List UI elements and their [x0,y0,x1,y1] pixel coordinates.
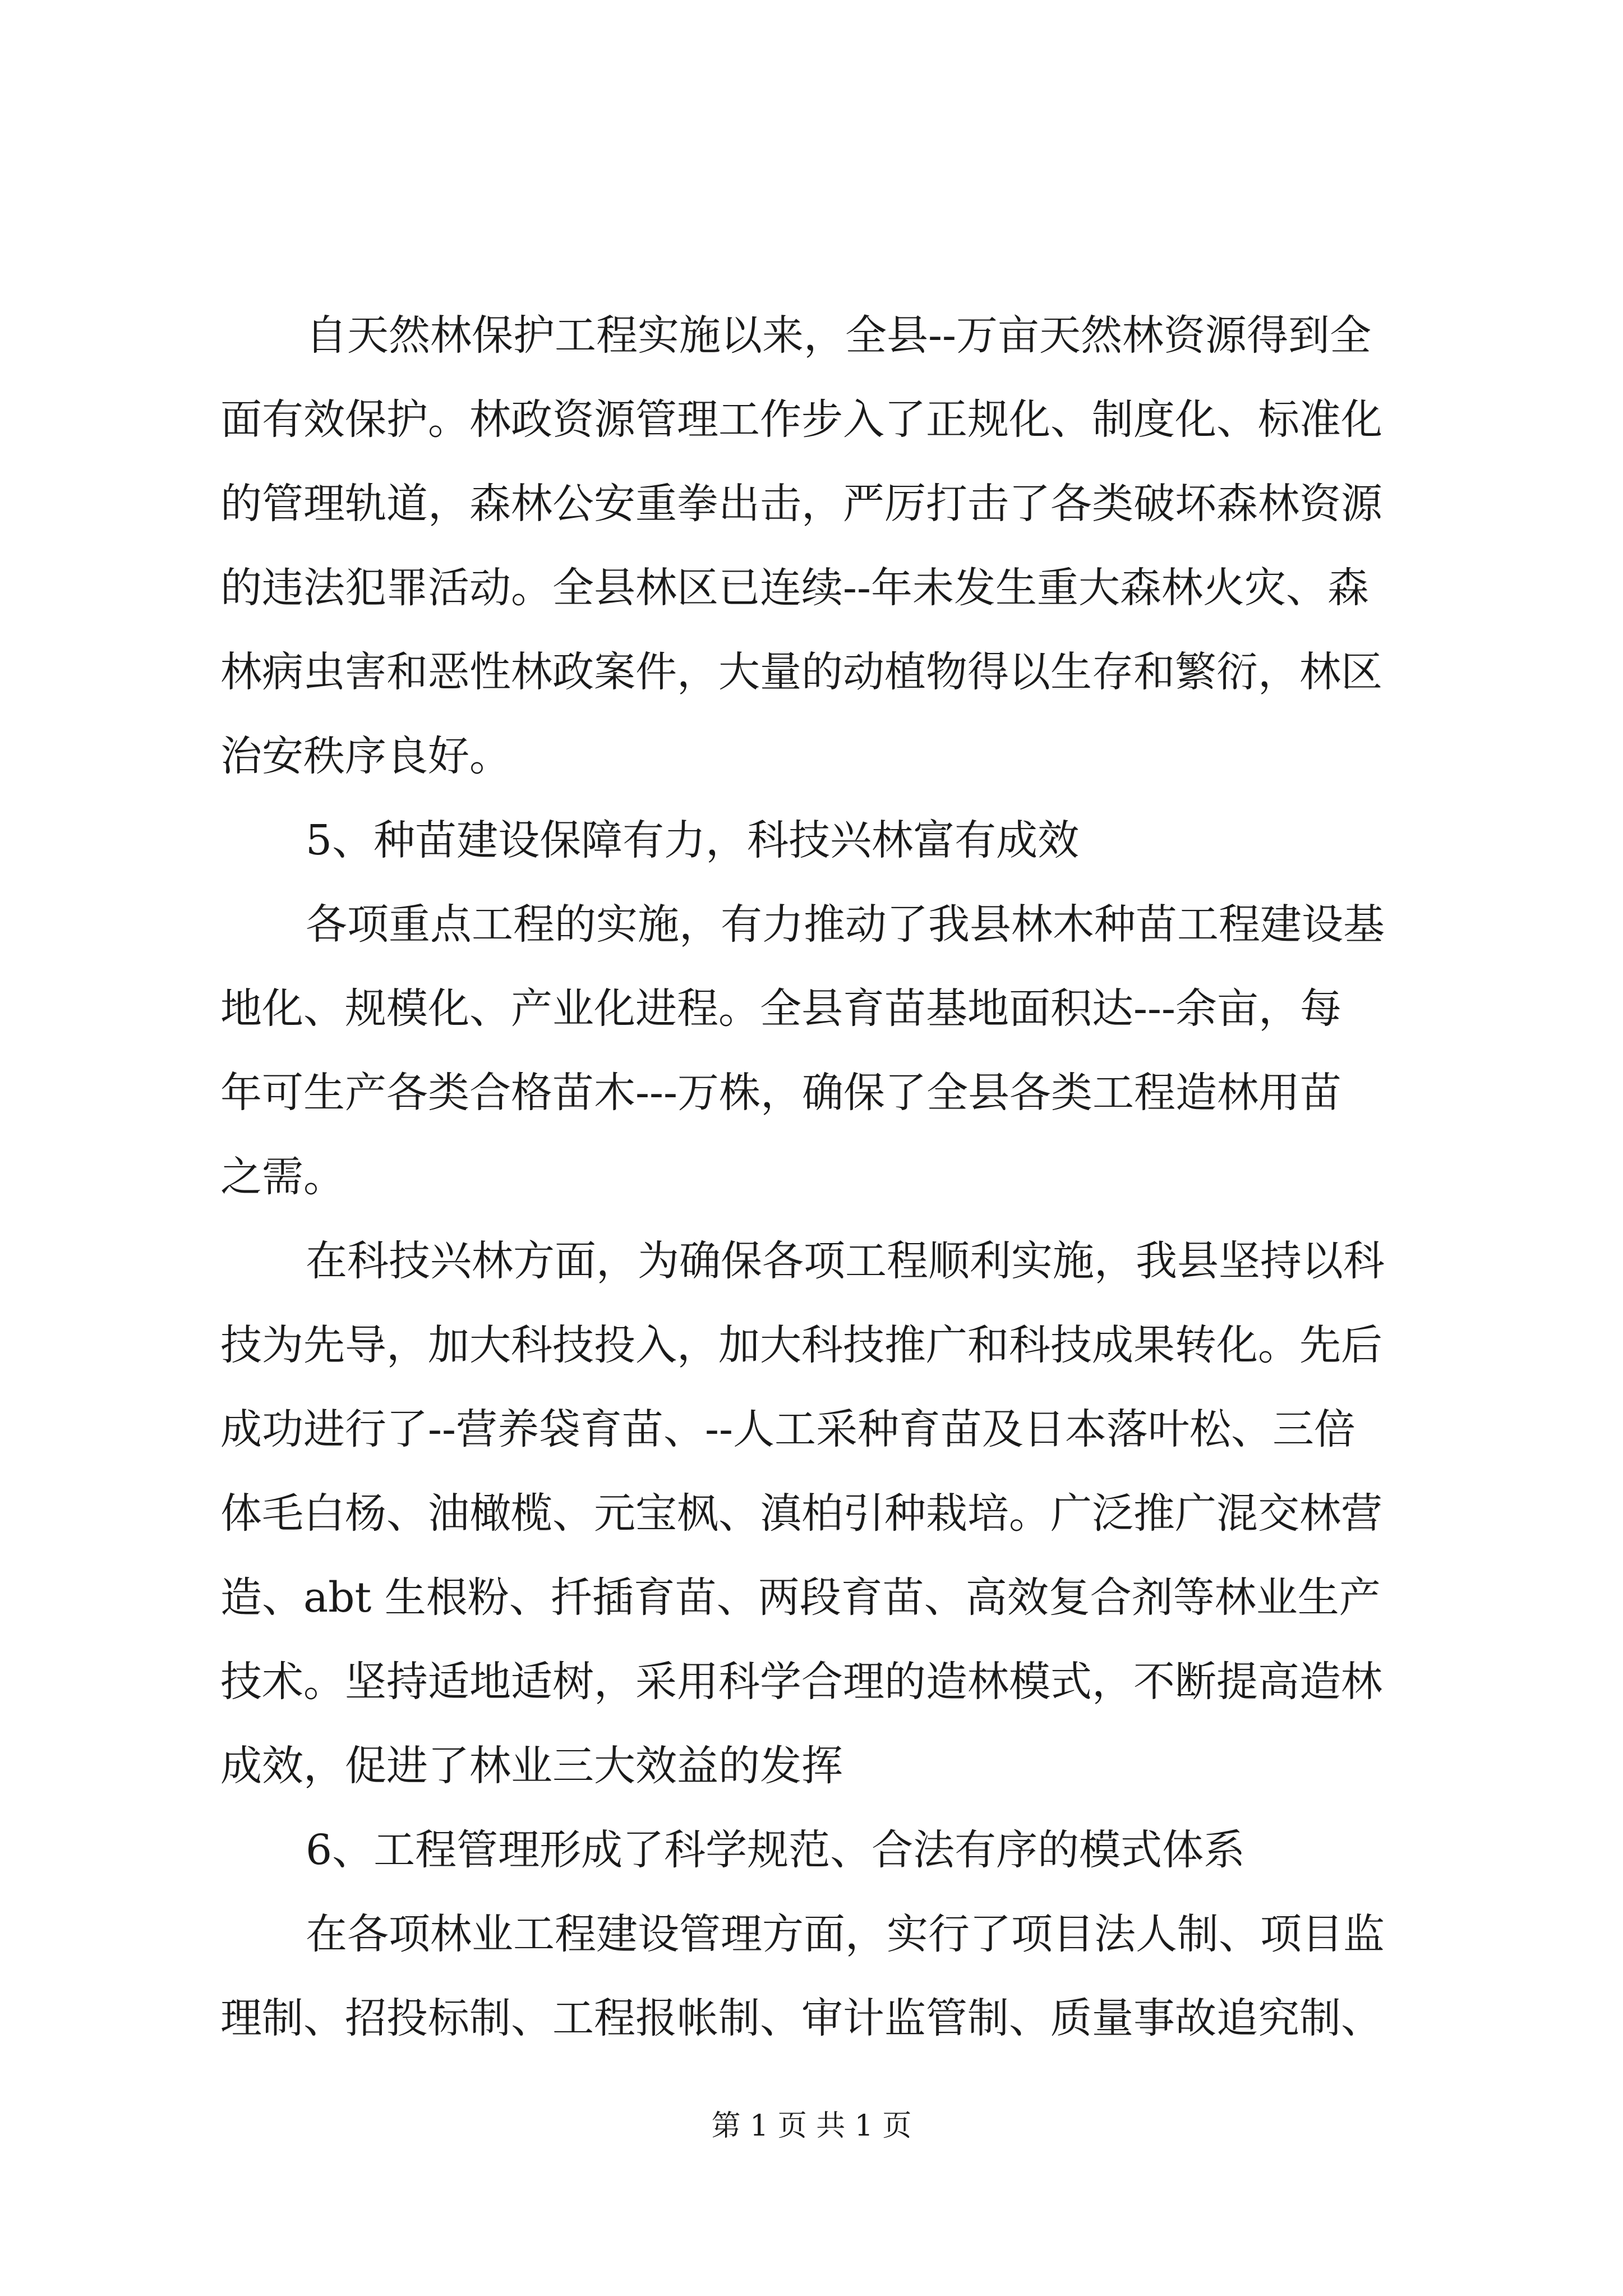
paragraph-line: 之需。 [220,1153,345,1201]
paragraph-line: 的管理轨道，森林公安重拳出击，严厉打击了各类破坏森林资源 [220,480,1382,528]
paragraph-line: 面有效保护。林政资源管理工作步入了正规化、制度化、标准化 [220,395,1382,444]
paragraph-line: 的违法犯罪活动。全县林区已连续--年未发生重大森林火灾、森 [220,564,1370,612]
paragraph-line: 成功进行了--营养袋育苗、--人工采种育苗及日本落叶松、三倍 [220,1405,1356,1453]
paragraph-line: 理制、招投标制、工程报帐制、审计监管制、质量事故追究制、 [220,1994,1382,2042]
paragraph-line: 在科技兴林方面，为确保各项工程顺利实施，我县坚持以科 [306,1237,1385,1285]
paragraph-line: 各项重点工程的实施，有力推动了我县林木种苗工程建设基 [306,900,1385,949]
paragraph-line: 在各项林业工程建设管理方面，实行了项目法人制、项目监 [306,1910,1385,1958]
paragraph-line: 年可生产各类合格苗木---万株，确保了全县各类工程造林用苗 [220,1069,1342,1117]
paragraph-line: 自天然林保护工程实施以来，全县--万亩天然林资源得到全 [306,311,1372,360]
paragraph-line: 体毛白杨、油橄榄、元宝枫、滇柏引种栽培。广泛推广混交林营 [220,1489,1382,1538]
paragraph-line: 成效，促进了林业三大效益的发挥 [220,1742,843,1790]
paragraph-line: 技术。坚持适地适树，采用科学合理的造林模式，不断提高造林 [220,1658,1382,1706]
paragraph-line: 地化、规模化、产业化进程。全县育苗基地面积达---余亩，每 [220,984,1342,1033]
paragraph-line: 技为先导，加大科技投入，加大科技推广和科技成果转化。先后 [220,1321,1382,1369]
section-heading: 5、种苗建设保障有力，科技兴林富有成效 [306,816,1080,864]
page-footer: 第 1 页 共 1 页 [711,2109,912,2143]
paragraph-line: 造、abt 生根粉、扦插育苗、两段育苗、高效复合剂等林业生产 [220,1573,1381,1622]
paragraph-line: 治安秩序良好。 [220,732,511,780]
section-heading: 6、工程管理形成了科学规范、合法有序的模式体系 [306,1826,1246,1874]
paragraph-line: 林病虫害和恶性林政案件，大量的动植物得以生存和繁衍，林区 [220,648,1382,696]
